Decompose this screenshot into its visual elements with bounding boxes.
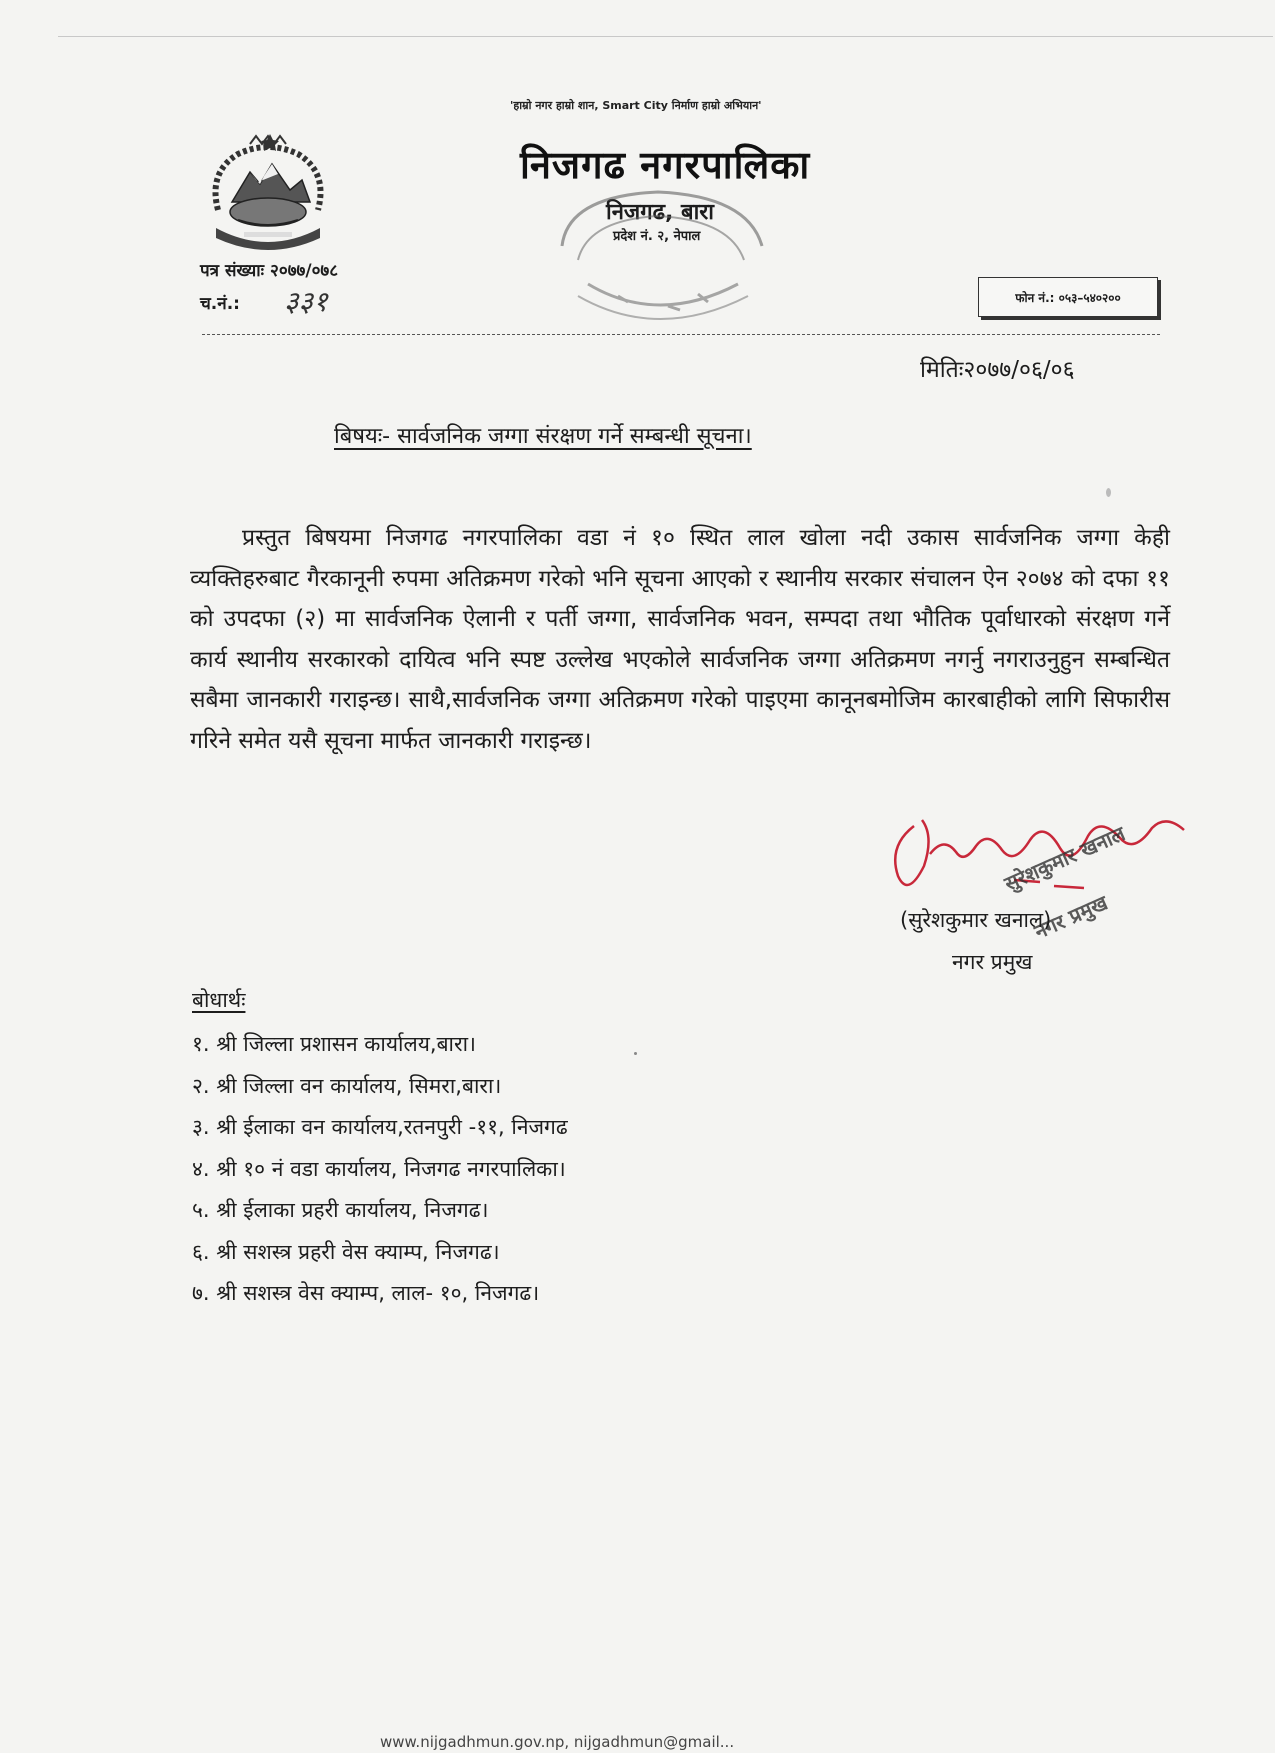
phone-number-box bbox=[978, 277, 1158, 317]
office-seal-stamp bbox=[548, 186, 778, 336]
signatory-title-stamp: नगर प्रमुख bbox=[1030, 890, 1112, 944]
signatory-name: (सुरेशकुमार खनाल) bbox=[900, 908, 1052, 932]
cc-list-item: ५. श्री ईलाका प्रहरी कार्यालय, निजगढ। bbox=[192, 1198, 489, 1222]
footer-contact: www.nijgadhmun.gov.np, nijgadhmun@gmail... bbox=[380, 1733, 735, 1751]
scan-speck bbox=[1106, 488, 1111, 497]
cc-list bbox=[192, 1024, 568, 1315]
phone-number: फोन नं.: ०५३–५४०२०० bbox=[1015, 290, 1121, 305]
letter-subject: बिषयः- सार्वजनिक जग्गा संरक्षण गर्ने सम्बन्धी सूचना। bbox=[334, 424, 752, 449]
cc-list-item: ६. श्री सशस्त्र प्रहरी वेस क्याम्प, निजगढ। bbox=[192, 1239, 500, 1264]
cc-list-item: ७. श्री सशस्त्र वेस क्याम्प, लाल- १०, निजगढ। bbox=[192, 1281, 540, 1305]
letter-date: मितिः२०७७/०६/०६ bbox=[920, 357, 1075, 383]
reference-number: पत्र संख्याः २०७७/०७८ bbox=[200, 261, 339, 281]
signatory-title: नगर प्रमुख bbox=[952, 950, 1033, 974]
cc-list-item: २. श्री जिल्ला वन कार्यालय, सिमरा,बारा। bbox=[192, 1073, 502, 1098]
cc-list-item: १. श्री जिल्ला प्रशासन कार्यालय,बारा। bbox=[192, 1032, 476, 1056]
dispatch-number-value: ३३१ bbox=[284, 285, 328, 318]
letterhead-slogan: 'हाम्रो नगर हाम्रो शान, Smart City निर्माण हाम्रो अभियान' bbox=[510, 99, 762, 112]
signatory-name-stamp: सुरेशकुमार खनाल bbox=[1000, 821, 1129, 896]
org-province: प्रदेश नं. २, नेपाल bbox=[613, 229, 701, 244]
page-edge-line bbox=[58, 36, 1273, 37]
cc-list-item: ४. श्री १० नं वडा कार्यालय, निजगढ नगरपालिका। bbox=[192, 1156, 566, 1181]
letterhead-divider bbox=[202, 334, 1160, 335]
letter-body: प्रस्तुत बिषयमा निजगढ नगरपालिका वडा नं १० स्थित लाल खोला नदी उकास सार्वजनिक जग्गा केही व्यक्तिहरुबाट गैरकानूनी रुपमा अतिक्रमण गरेको भनि सूचना आएको र स्थानीय सरकार संचालन ऐन २०७४ को दफा ११ को उपदफा (२) मा सार्वजनिक ऐलानी र पर्ती जग्गा, सार्वजनिक भवन, सम्पदा तथा भौतिक पूर्वाधारको संरक्षण गर्ने कार्य स्थानीय सरकारको दायित्व भनि स्पष्ट उल्लेख भएकोले सार्वजनिक जग्गा अतिक्रमण नगर्नु नगराउनुहुन सम्बन्धित सबैमा जानकारी गराइन्छ। साथै,सार्वजनिक जग्गा अतिक्रमण गरेको पाइएमा कानूनबमोजिम कारबाहीको लागि सिफारीस गरिने समेत यसै सूचना मार्फत जानकारी गराइन्छ। bbox=[190, 525, 1170, 754]
org-name: निजगढ नगरपालिका bbox=[520, 143, 811, 187]
cc-heading: बोधार्थः bbox=[192, 988, 246, 1012]
scan-speck bbox=[634, 1052, 637, 1055]
cc-list-item: ३. श्री ईलाका वन कार्यालय,रतनपुरी -११, निजगढ bbox=[192, 1115, 568, 1139]
nepal-emblem-icon bbox=[198, 132, 338, 254]
dispatch-number-label: च.नं.: bbox=[200, 294, 240, 314]
org-address: निजगढ, बारा bbox=[606, 200, 714, 225]
